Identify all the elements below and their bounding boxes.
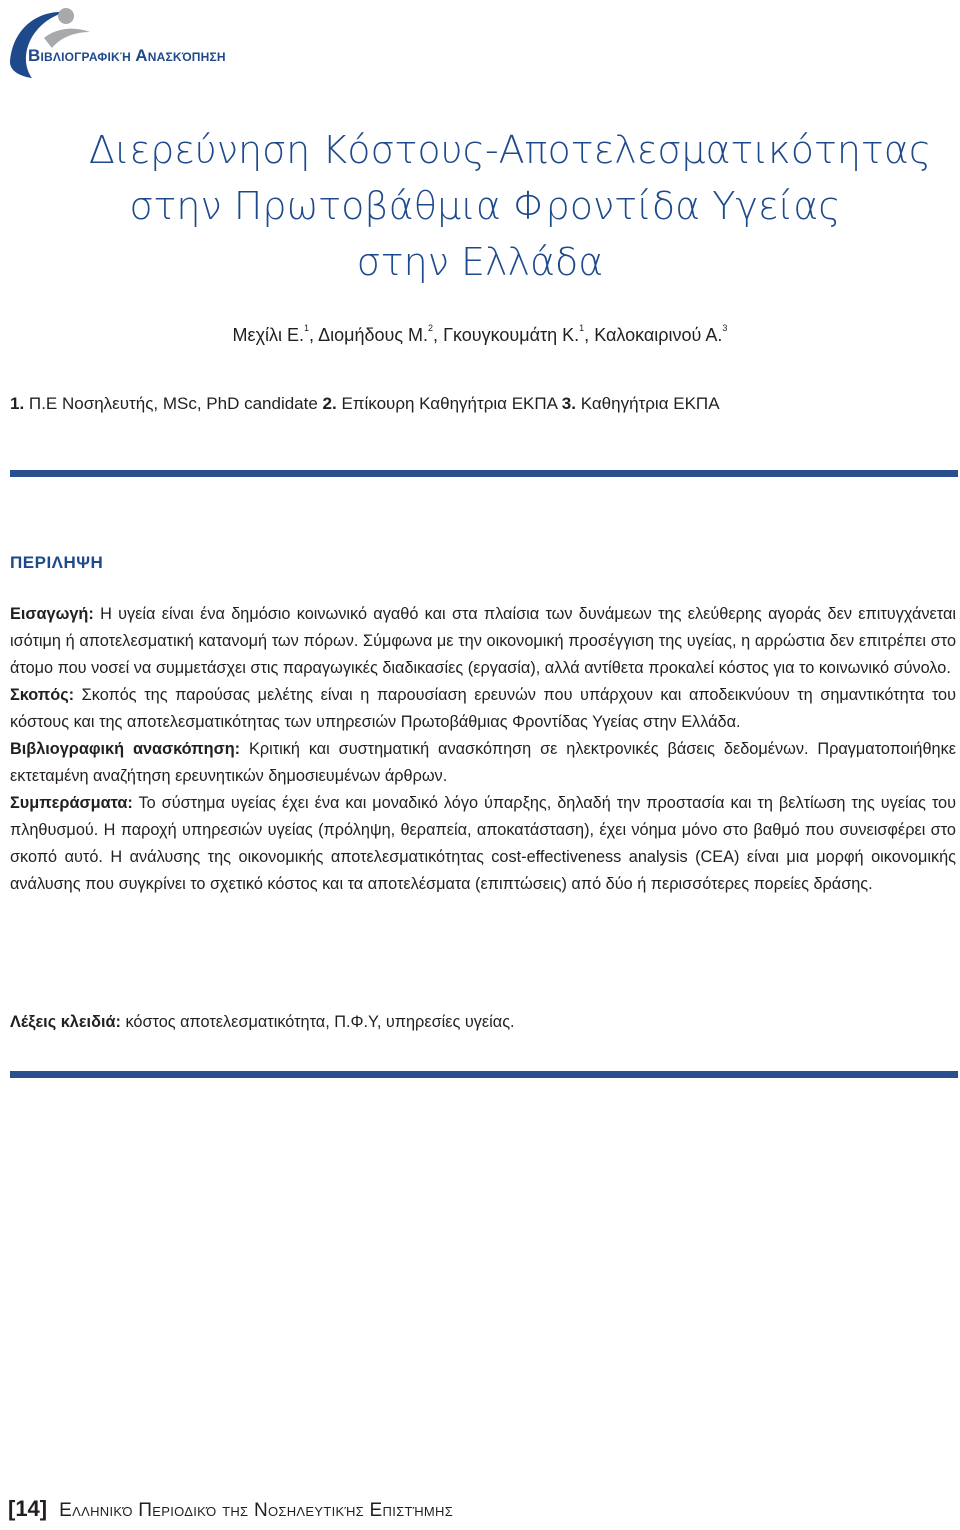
title-line-1: Διερεύνηση Κόστους-Αποτελεσματικότητας xyxy=(88,128,932,172)
affiliation-text: Π.Ε Νοσηλευτής, MSc, PhD candidate xyxy=(24,394,323,413)
abstract-text: Η υγεία είναι ένα δημόσιο κοινωνικό αγαθό και στα πλαίσια των δυνάμεων της ελεύθερης αγοράς δεν επιτυγχάνεται ισότιμη ή αποτελεσματική κατανομή των πόρων. Σύμφωνα με την οικονομική προσέγγιση της υγείας, η αρρώστια δεν επιτρέπει στο άτομο που νοσεί να συμμετάσχει στις παραγωγικές διαδικασίες (εργασία), αλλά αντίθετα προκαλεί κόστος για το κοινωνικό σύνολο. xyxy=(10,605,956,677)
author-list xyxy=(0,325,960,346)
abstract-paragraph xyxy=(10,682,956,736)
section-label: Βιβλιογραφική Ανασκόπηση xyxy=(28,46,226,65)
affiliation-text: Καθηγήτρια ΕΚΠΑ xyxy=(575,394,720,413)
abstract-body xyxy=(10,601,956,898)
affiliation-text: Επίκουρη Καθηγήτρια ΕΚΠΑ xyxy=(336,394,562,413)
bottom-divider xyxy=(10,1071,958,1078)
affiliations xyxy=(10,394,720,414)
author-separator: , xyxy=(433,325,444,345)
keywords-text: κόστος αποτελεσματικότητα, Π.Φ.Υ, υπηρεσίες υγείας. xyxy=(120,1013,515,1031)
article-title xyxy=(0,122,960,290)
author-affiliation-mark: 1 xyxy=(304,323,310,333)
top-divider xyxy=(10,470,958,477)
author-name: Μεχίλι Ε. xyxy=(232,325,305,345)
abstract-text: Το σύστημα υγείας έχει ένα και μοναδικό λόγο ύπαρξης, δηλαδή την προστασία και τη βελτίωση της υγείας του πληθυσμού. Η παροχή υπηρεσιών υγείας (πρόληψη, θεραπεία, αποκατάσταση), έχει νόημα μόνο στο βαθμό που συνεισφέρει στο σκοπό αυτό. Η ανάλυσης της οικονομικής αποτελεσματικότητας cost-effectiveness analysis (CEA) είναι μια μορφή οικονομικής ανάλυσης που συγκρίνει το σχετικό κόστος και τα αποτελέσματα (επιπτώσεις) από δύο ή περισσότερες πορείες δράσης. xyxy=(10,794,956,893)
abstract-label: Εισαγωγή: xyxy=(10,605,94,623)
abstract-label: Βιβλιογραφική ανασκόπηση: xyxy=(10,740,241,758)
title-line-3: στην Ελλάδα xyxy=(356,240,604,284)
author-separator: , xyxy=(584,325,595,345)
keywords xyxy=(10,1013,515,1032)
keywords-label: Λέξεις κλειδιά: xyxy=(10,1013,121,1031)
author-affiliation-mark: 2 xyxy=(428,323,434,333)
abstract-label: Σκοπός: xyxy=(10,686,75,704)
abstract-paragraph xyxy=(10,790,956,898)
page-footer xyxy=(8,1496,453,1522)
author-name: Διομήδους Μ. xyxy=(318,325,429,345)
title-line-2: στην Πρωτοβάθμια Φροντίδα Υγείας xyxy=(129,184,841,228)
abstract-heading: ΠΕΡΙΛΗΨΗ xyxy=(10,553,104,572)
abstract-text: Κριτική και συστηματική ανασκόπηση σε ηλεκτρονικές βάσεις δεδομένων. Πραγματοποιήθηκε εκτεταμένη αναζήτηση ερευνητικών δημοσιευμένων άρθρων. xyxy=(10,740,956,785)
author-name: Καλοκαιρινού Α. xyxy=(594,325,723,345)
abstract-label: Συμπεράσματα: xyxy=(10,794,133,812)
journal-name: Ελληνικό Περιοδικό της Νοσηλευτικής Επιστήμης xyxy=(59,1500,454,1521)
journal-logo-icon xyxy=(4,2,94,82)
affiliation-number: 2. xyxy=(322,394,337,413)
abstract-paragraph xyxy=(10,736,956,790)
author-name: Γκουγκουμάτη Κ. xyxy=(443,325,580,345)
abstract-paragraph xyxy=(10,601,956,682)
affiliation-number: 1. xyxy=(10,394,25,413)
abstract-text: Σκοπός της παρούσας μελέτης είναι η παρουσίαση ερευνών που υπάρχουν και αποδεικνύουν τη σημαντικότητα του κόστους και της αποτελεσματικότητας των υπηρεσιών Πρωτοβάθμιας Φροντίδας Υγείας στην Ελλάδα. xyxy=(10,686,956,731)
author-separator: , xyxy=(309,325,319,345)
author-affiliation-mark: 1 xyxy=(579,323,585,333)
page-number: [14] xyxy=(8,1496,48,1521)
author-affiliation-mark: 3 xyxy=(722,323,728,333)
affiliation-number: 3. xyxy=(561,394,576,413)
